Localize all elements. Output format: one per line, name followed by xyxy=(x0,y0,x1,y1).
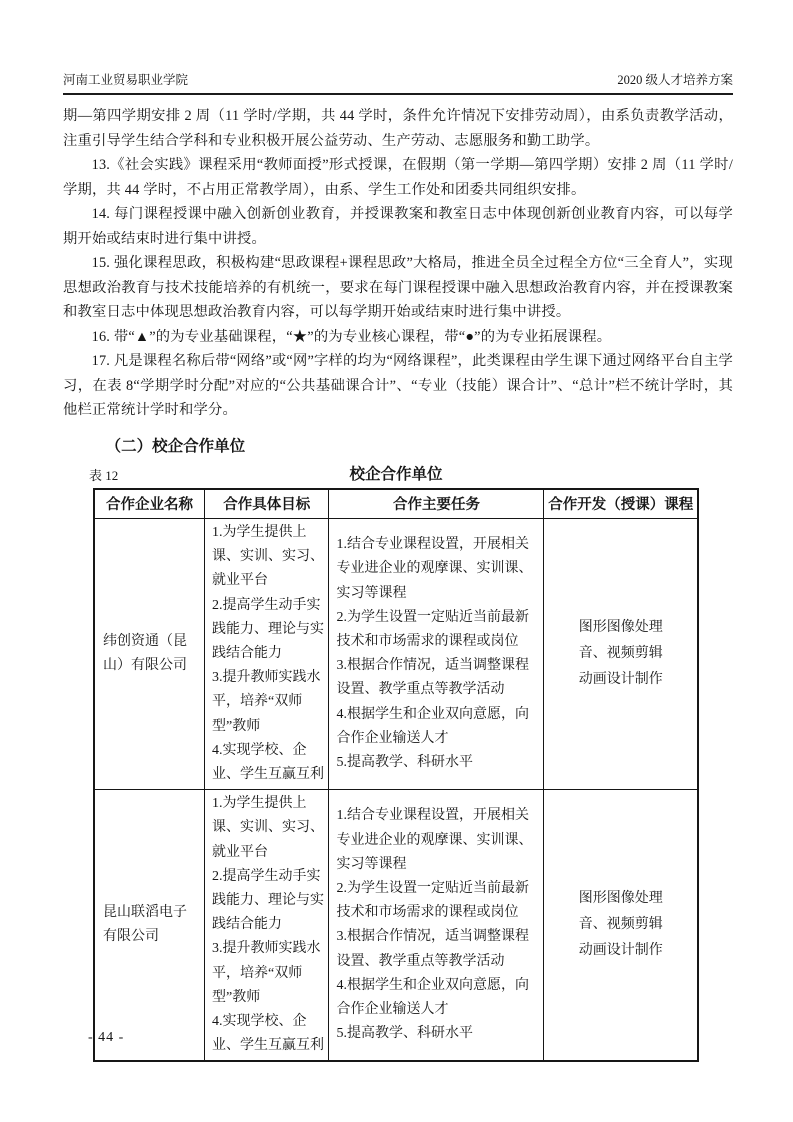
goal-item: 4.实现学校、企业、学生互赢互利 xyxy=(212,742,325,783)
task-item: 3.根据合作情况，适当调整课程设置、教学重点等教学活动 xyxy=(336,658,529,698)
goal-item: 1.为学生提供上课、实训、实习、就业平台 xyxy=(212,796,325,860)
body-text xyxy=(63,104,733,423)
paragraph-item-16: 16. 带“▲”的为专业基础课程，“★”的为专业核心课程，带“●”的为专业拓展课程。 xyxy=(91,328,612,345)
cell-company-name: 纬创资通（昆山）有限公司 xyxy=(94,519,205,790)
task-item: 1.结合专业课程设置，开展相关专业进企业的观摩课、实训课、实习等课程 xyxy=(336,537,533,601)
task-item: 5.提高教学、科研水平 xyxy=(336,1026,473,1042)
page-footer xyxy=(88,1028,124,1048)
paragraph-item-13: 13.《社会实践》课程采用“教师面授”形式授课，在假期（第一学期—第四学期）安排 2 周（11 学时/学期，共 44 学时，不占用正常教学周），由系、学生工作处和团委共同组织安排。 xyxy=(63,157,733,198)
table-row xyxy=(94,790,698,1062)
table-caption-row xyxy=(89,462,699,486)
page-content xyxy=(63,72,733,1062)
goal-item: 4.实现学校、企业、学生互赢互利 xyxy=(212,1014,325,1054)
column-header-company: 合作企业名称 xyxy=(94,489,205,519)
course-line: 图形图像处理 xyxy=(578,891,663,907)
cell-goals xyxy=(205,519,329,790)
paragraph-item-17: 17. 凡是课程名称后带“网络”或“网”字样的均为“网络课程”，此类课程由学生课下通过网络平台自主学习，在表 8“学期学时分配”对应的“公共基础课合计”、“专业（技能）课合计”、“总计”栏不统计学时，其他栏正常统计学时和学分。 xyxy=(63,353,733,418)
section-heading: （二）校企合作单位 xyxy=(105,437,246,455)
cell-tasks xyxy=(329,519,544,790)
cell-courses xyxy=(544,519,698,790)
paragraph-item-15: 15. 强化课程思政，积极构建“思政课程+课程思政”大格局，推进全员全过程全方位“三全育人”，实现思想政治教育与技术技能培养的有机统一，要求在每门课程授课中融入思想政治教育内容，并在授课教案和教室日志中体现思想政治教育内容，可以每学期开始或结束时进行集中讲授。 xyxy=(63,255,733,320)
course-line: 图形图像处理 xyxy=(578,620,663,636)
task-item: 2.为学生设置一定贴近当前最新技术和市场需求的课程或岗位 xyxy=(336,880,529,921)
column-header-courses: 合作开发（授课）课程 xyxy=(544,489,698,519)
header-school-name: 河南工业贸易职业学院 xyxy=(63,73,189,87)
column-header-goals: 合作具体目标 xyxy=(205,489,329,519)
task-item: 3.根据合作情况，适当调整课程设置、教学重点等教学活动 xyxy=(336,929,529,969)
goal-item: 2.提高学生动手实践能力、理论与实践结合能力 xyxy=(212,868,325,933)
goal-item: 3.提升教师实践水平，培养“双师型”教师 xyxy=(212,670,321,734)
table-row xyxy=(94,519,698,790)
course-line: 音、视频剪辑 xyxy=(578,646,663,662)
cell-goals xyxy=(205,790,329,1062)
table-header-row xyxy=(94,489,698,519)
task-item: 2.为学生设置一定贴近当前最新技术和市场需求的课程或岗位 xyxy=(336,609,529,649)
table-label: 表 12 xyxy=(89,467,119,483)
cooperation-table xyxy=(93,488,699,1063)
goal-item: 3.提升教师实践水平，培养“双师型”教师 xyxy=(212,941,321,1005)
task-item: 5.提高教学、科研水平 xyxy=(336,754,473,770)
task-item: 1.结合专业课程设置，开展相关专业进企业的观摩课、实训课、实习等课程 xyxy=(336,808,533,872)
cell-courses xyxy=(544,790,698,1062)
course-line: 动画设计制作 xyxy=(578,672,663,688)
table-section xyxy=(89,462,699,1063)
goal-item: 1.为学生提供上课、实训、实习、就业平台 xyxy=(212,525,325,589)
course-line: 音、视频剪辑 xyxy=(578,917,663,933)
task-item: 4.根据学生和企业双向意愿，向合作企业输送人才 xyxy=(336,977,529,1017)
table-title: 校企合作单位 xyxy=(349,465,443,483)
header-plan-title: 2020 级人才培养方案 xyxy=(617,73,733,87)
course-line: 动画设计制作 xyxy=(578,943,663,959)
cell-tasks xyxy=(329,790,544,1062)
goal-item: 2.提高学生动手实践能力、理论与实践结合能力 xyxy=(212,597,325,662)
page-header xyxy=(63,72,733,95)
page-number: - 44 - xyxy=(88,1030,125,1045)
task-item: 4.根据学生和企业双向意愿，向合作企业输送人才 xyxy=(336,706,529,746)
paragraph-item-14: 14. 每门课程授课中融入创新创业教育，并授课教案和教室日志中体现创新创业教育内容，可以每学期开始或结束时进行集中讲授。 xyxy=(63,206,733,247)
column-header-tasks: 合作主要任务 xyxy=(329,489,544,519)
cell-company-name: 昆山联滔电子有限公司 xyxy=(94,790,205,1062)
paragraph-continuation: 期—第四学期安排 2 周（11 学时/学期，共 44 学时，条件允许情况下安排劳动周），由系负责教学活动，注重引导学生结合学科和专业积极开展公益劳动、生产劳动、志愿服务和勤工助学。 xyxy=(63,108,733,149)
